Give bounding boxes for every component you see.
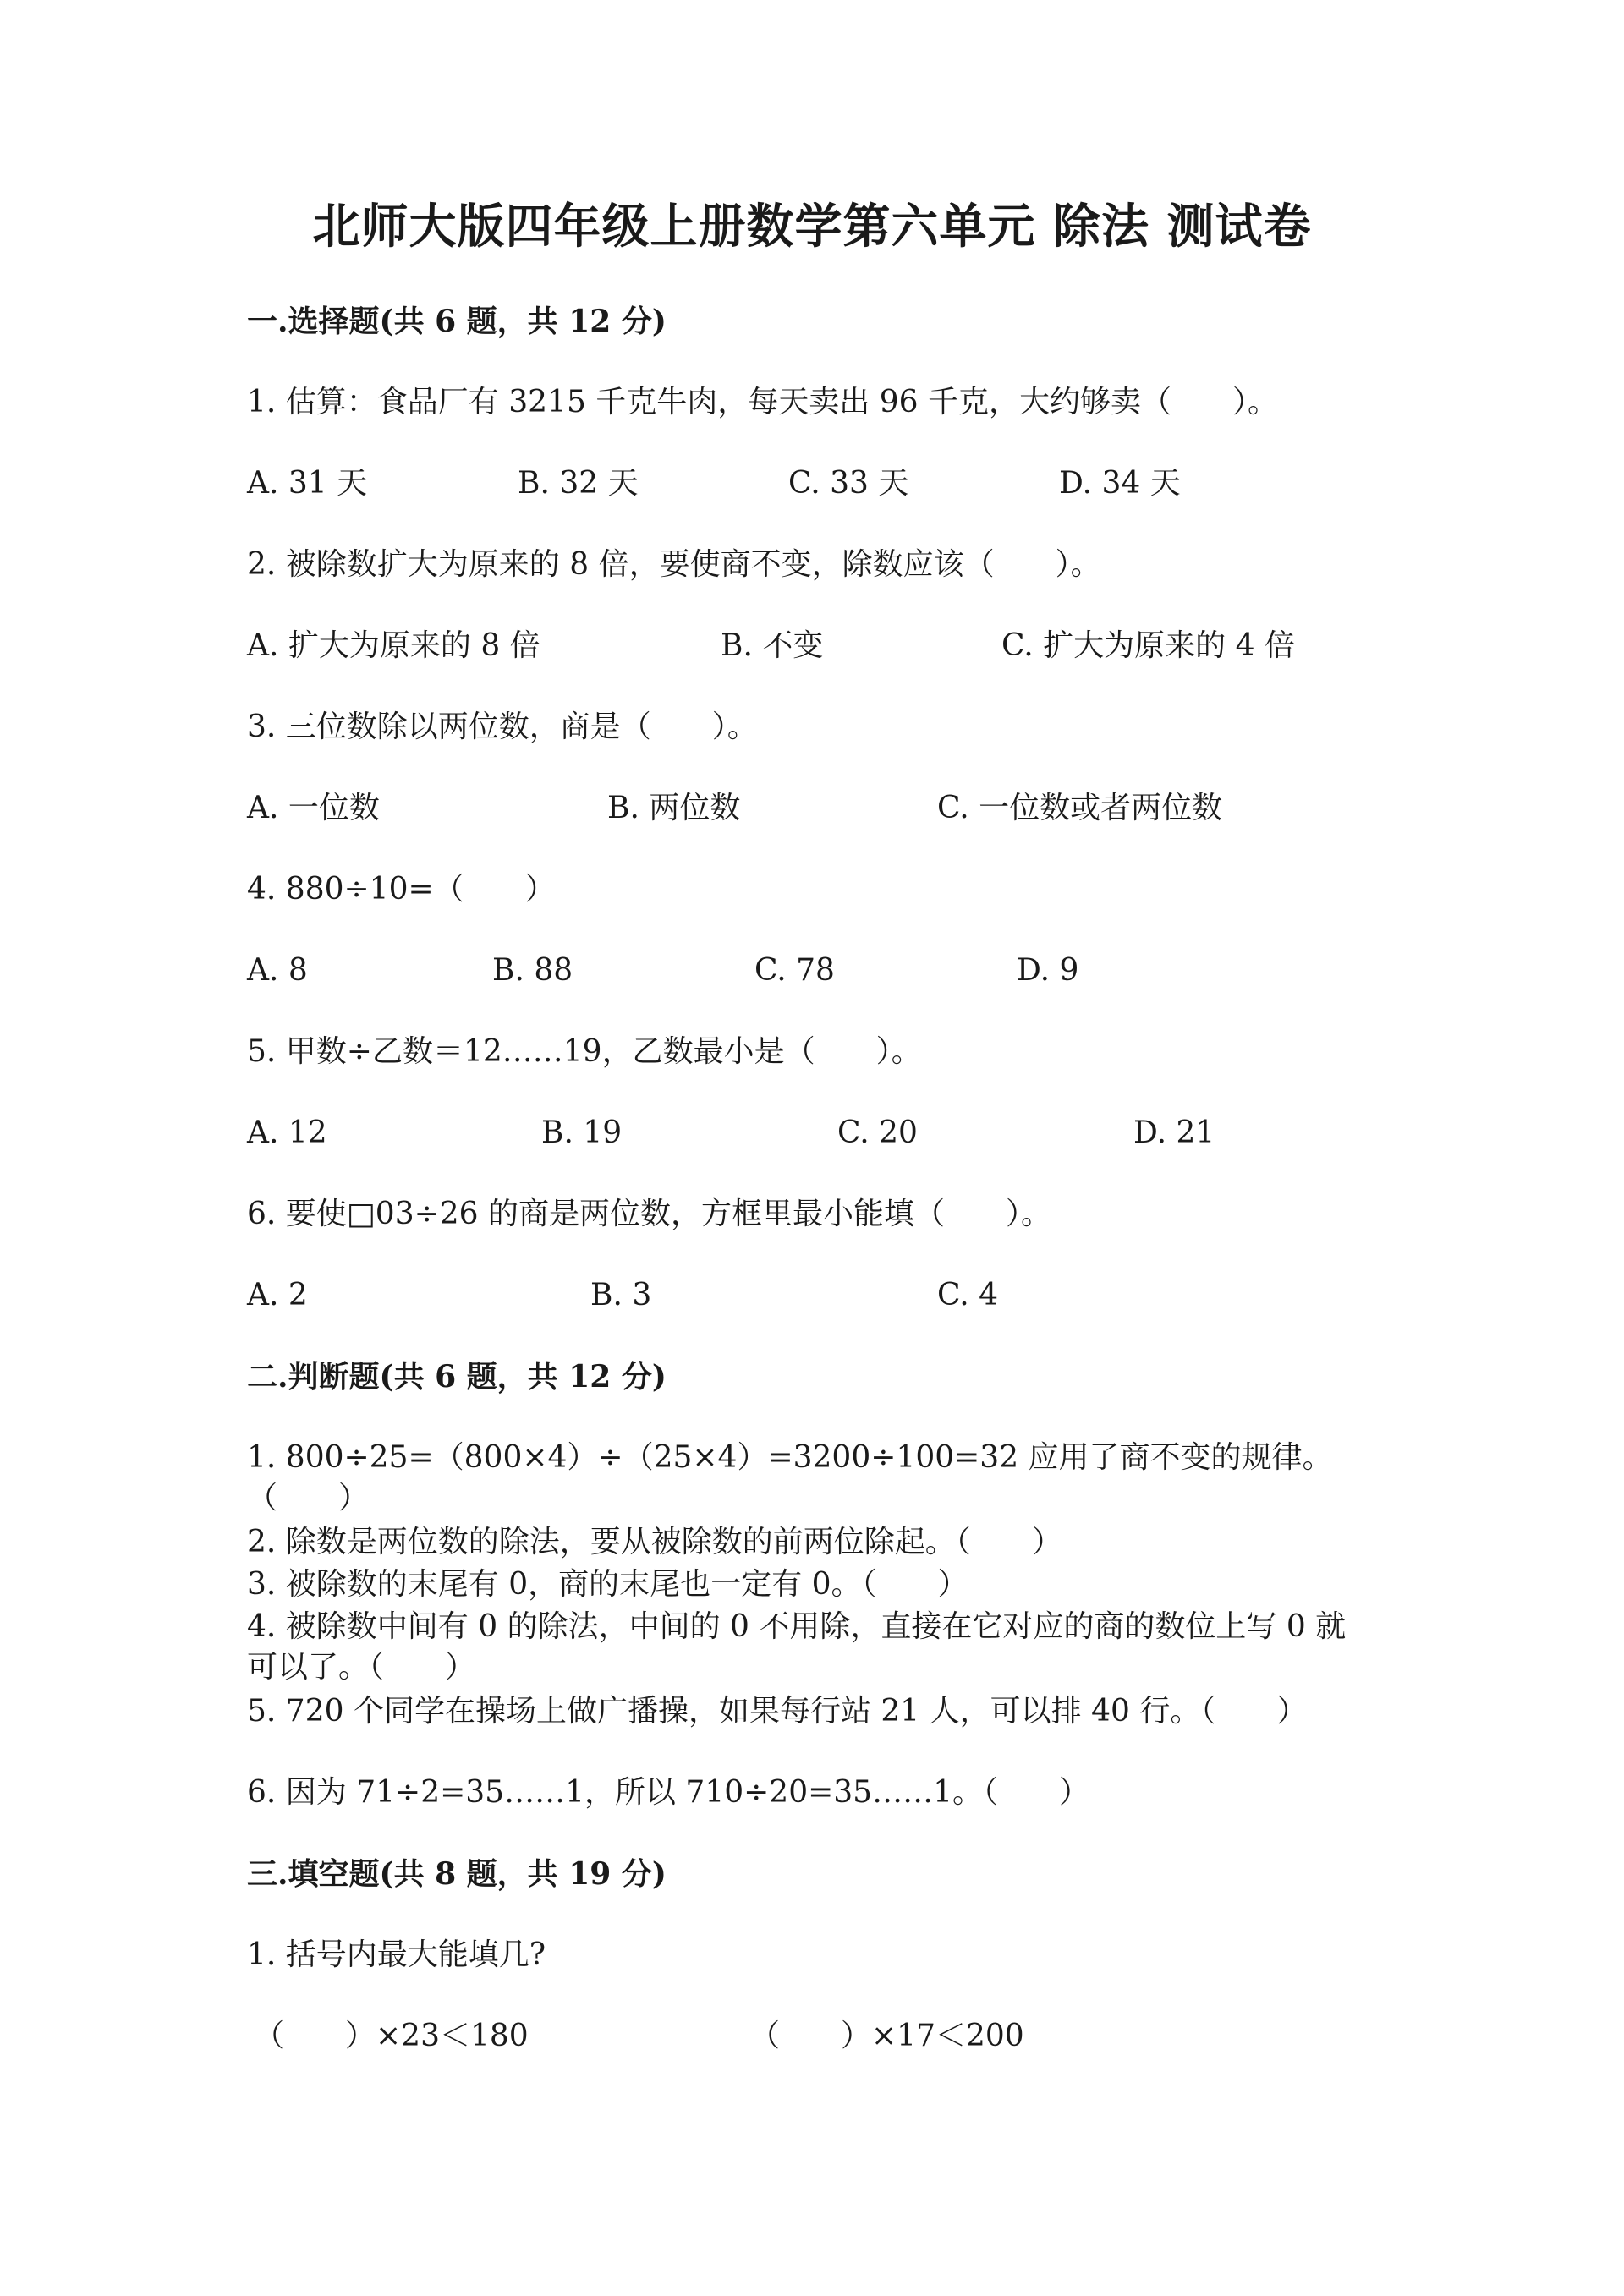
choice-q4-stem: 4. 880÷10=（ ） <box>247 872 556 907</box>
judgement-item-6: 6. 因为 71÷2=35……1，所以 710÷20=35……1。（ ） <box>247 1775 1089 1810</box>
choice-q4-option-c: C. 78 <box>754 953 835 988</box>
choice-q6-option-b: B. 3 <box>590 1278 652 1312</box>
choice-q6-option-c: C. 4 <box>937 1278 999 1312</box>
choice-q4-option-a: A. 8 <box>247 953 308 988</box>
choice-q3-option-c: C. 一位数或者两位数 <box>937 791 1223 825</box>
choice-q2-stem: 2. 被除数扩大为原来的 8 倍，要使商不变，除数应该（ ）。 <box>247 547 1101 582</box>
judgement-item-3: 3. 被除数的末尾有 0，商的末尾也一定有 0。（ ） <box>247 1567 968 1602</box>
section-heading-judgement: 二.判断题(共 6 题，共 12 分) <box>247 1359 667 1395</box>
judgement-item-1: 1. 800÷25=（800×4）÷（25×4）=3200÷100=32 应用了商不变的规律。（ ） <box>247 1440 1333 1515</box>
choice-q3-stem: 3. 三位数除以两位数，商是（ ）。 <box>247 710 758 744</box>
choice-q6-stem: 6. 要使□03÷26 的商是两位数，方框里最小能填（ ）。 <box>247 1197 1052 1231</box>
choice-q3-option-b: B. 两位数 <box>607 791 741 825</box>
section-heading-fill-blank: 三.填空题(共 8 题，共 19 分) <box>247 1856 667 1892</box>
choice-q1-option-b: B. 32 天 <box>518 466 639 501</box>
choice-q1-option-d: D. 34 天 <box>1059 466 1181 501</box>
fill-q1-part-2: （ ）×17＜200 <box>749 2019 1024 2053</box>
choice-q4-option-b: B. 88 <box>492 953 573 988</box>
page-title: 北师大版四年级上册数学第六单元 除法 测试卷 <box>312 199 1312 255</box>
choice-q5-option-d: D. 21 <box>1133 1115 1215 1150</box>
section-heading-choice: 一.选择题(共 6 题，共 12 分) <box>247 304 667 339</box>
judgement-item-5: 5. 720 个同学在操场上做广播操，如果每行站 21 人，可以排 40 行。（ ） <box>247 1694 1308 1729</box>
choice-q5-option-b: B. 19 <box>541 1115 623 1150</box>
choice-q1-stem: 1. 估算：食品厂有 3215 千克牛肉，每天卖出 96 千克，大约够卖（ ）。 <box>247 385 1278 419</box>
judgement-item-2: 2. 除数是两位数的除法，要从被除数的前两位除起。（ ） <box>247 1525 1062 1559</box>
fill-q1-stem: 1. 括号内最大能填几? <box>247 1937 546 1972</box>
choice-q3-option-a: A. 一位数 <box>247 791 380 825</box>
choice-q2-option-a: A. 扩大为原来的 8 倍 <box>247 628 540 663</box>
choice-q4-option-d: D. 9 <box>1017 953 1079 988</box>
choice-q1-option-c: C. 33 天 <box>788 466 909 501</box>
choice-q5-stem: 5. 甲数÷乙数＝12……19，乙数最小是（ ）。 <box>247 1034 922 1069</box>
choice-q5-option-c: C. 20 <box>837 1115 918 1150</box>
choice-q5-option-a: A. 12 <box>247 1115 327 1150</box>
choice-q6-option-a: A. 2 <box>247 1278 308 1312</box>
choice-q2-option-c: C. 扩大为原来的 4 倍 <box>1001 628 1295 663</box>
judgement-item-4: 4. 被除数中间有 0 的除法，中间的 0 不用除，直接在它对应的商的数位上写 0 就可以了。（ ） <box>247 1609 1347 1685</box>
choice-q2-option-b: B. 不变 <box>721 628 824 663</box>
choice-q1-option-a: A. 31 天 <box>247 466 368 501</box>
fill-q1-part-1: （ ）×23＜180 <box>254 2019 529 2053</box>
